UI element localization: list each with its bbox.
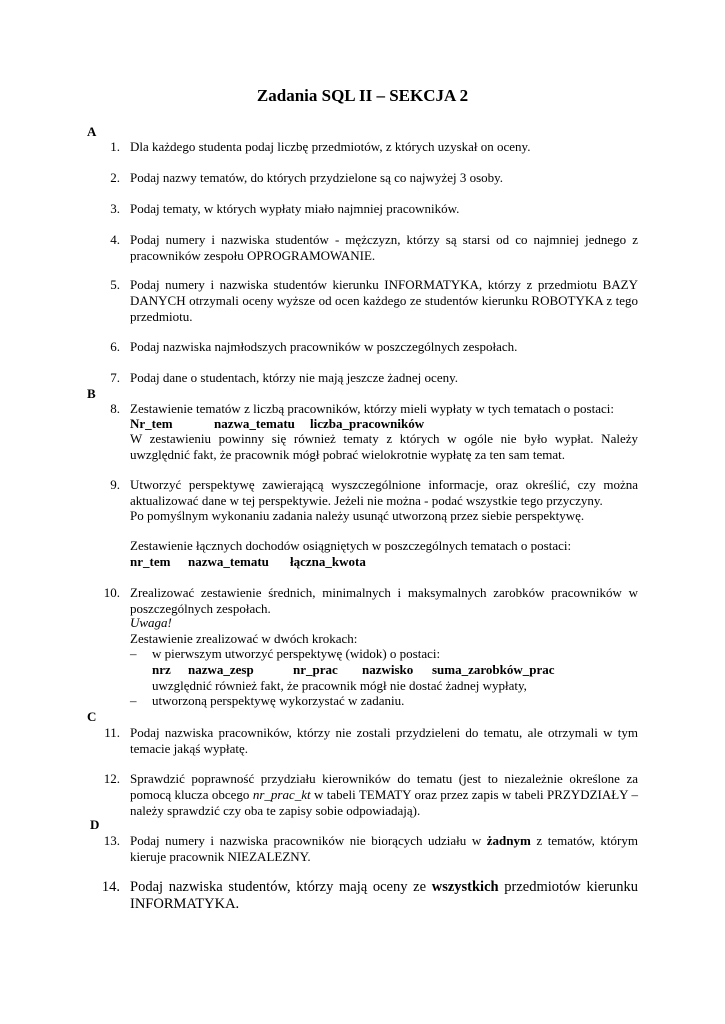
step-1: w pierwszym utworzyć perspektywę (widok) o postaci: bbox=[152, 646, 441, 661]
task-number: 8. bbox=[110, 401, 120, 416]
section-c-label: C bbox=[87, 709, 97, 724]
emphasis: wszystkich bbox=[431, 879, 499, 895]
step-2: utworzoną perspektywę wykorzystać w zadaniu. bbox=[152, 693, 405, 708]
field-name: nazwa_tematu bbox=[188, 554, 269, 569]
task-text-summary: Zestawienie łącznych dochodów osiągniętych w poszczególnych tematach o postaci: bbox=[130, 538, 572, 553]
task-text: Podaj numery i nazwiska pracowników nie biorących udziału w żadnym z tematów, którym kieruje pracownik NIEZALEZNY. bbox=[130, 833, 638, 864]
task-text-cleanup: Po pomyślnym wykonaniu zadania należy usunąć utworzoną przez siebie perspektywę. bbox=[130, 508, 585, 523]
field-name: łączna_kwota bbox=[290, 554, 366, 569]
task-number: 13. bbox=[103, 833, 120, 848]
step-1-note: uwzględnić również fakt, że pracownik mógł nie dostać żadnej wypłaty, bbox=[152, 678, 527, 693]
field-name: nr_prac bbox=[293, 662, 338, 677]
task-text: Podaj numery i nazwiska studentów - mężczyzn, którzy są starsi od co najmniej jednego z pracowników zespołu OPROGRAMOWANIE. bbox=[130, 232, 638, 263]
field-list bbox=[152, 662, 638, 678]
task-number: 2. bbox=[110, 170, 120, 185]
task-note: W zestawieniu powinny się również tematy z których w ogóle nie było wypłat. Należy uwzględnić fakt, że pracownik mógł pobrać wielokrotnie wypłatę za ten sam temat. bbox=[130, 431, 638, 462]
task-text: Podaj dane o studentach, którzy nie mają jeszcze żadnej oceny. bbox=[130, 370, 458, 385]
task-number: 5. bbox=[110, 277, 120, 292]
task-text: Podaj nazwiska pracowników, którzy nie zostali przydzieleni do tematu, ale otrzymali w tym temacie jakąś wypłatę. bbox=[130, 725, 638, 756]
field-name: nazwisko bbox=[362, 662, 414, 677]
step-dash: – bbox=[130, 693, 137, 708]
task-text: Podaj nazwiska najmłodszych pracowników w poszczególnych zespołach. bbox=[130, 339, 518, 354]
task-text: Podaj nazwy tematów, do których przydzielone są co najwyżej 3 osoby. bbox=[130, 170, 504, 185]
task-text: Podaj numery i nazwiska studentów kierunku INFORMATYKA, którzy z przedmiotu BAZY DANYCH otrzymali oceny wyższe od ocen każdego ze studentów kierunku ROBOTYKA z tego przedmiotu. bbox=[130, 277, 638, 324]
warning-label: Uwaga! bbox=[130, 615, 172, 630]
section-a-label: A bbox=[87, 124, 97, 139]
task-number: 3. bbox=[110, 201, 120, 216]
page-title: Zadania SQL II – SEKCJA 2 bbox=[256, 86, 469, 105]
section-d-label: D bbox=[90, 817, 100, 832]
field-name: suma_zarobków_prac bbox=[432, 662, 555, 677]
task-number: 4. bbox=[110, 232, 120, 247]
steps-intro: Zestawienie zrealizować w dwóch krokach: bbox=[130, 631, 358, 646]
field-name: Nr_tem bbox=[130, 416, 173, 431]
task-text: Utworzyć perspektywę zawierającą wyszczególnione informacje, oraz określić, czy można aktualizować dane w tej perspektywie. Jeżeli nie można - podać wszystkie tego przyczyny. bbox=[130, 477, 638, 508]
section-b-label: B bbox=[87, 386, 96, 401]
field-name: liczba_pracowników bbox=[310, 416, 425, 431]
task-text: Zrealizować zestawienie średnich, minimalnych i maksymalnych zarobków pracowników w poszczególnych zespołach. bbox=[130, 585, 638, 616]
task-number: 1. bbox=[110, 139, 120, 154]
emphasis: żadnym bbox=[486, 833, 531, 848]
task-text: Dla każdego studenta podaj liczbę przedmiotów, z których uzyskał on oceny. bbox=[130, 139, 531, 154]
task-text: Zestawienie tematów z liczbą pracowników, którzy mieli wypłaty w tych tematach o postaci: bbox=[130, 401, 614, 416]
field-list bbox=[130, 416, 638, 432]
task-number: 7. bbox=[110, 370, 120, 385]
field-name: nazwa_tematu bbox=[214, 416, 295, 431]
field-list bbox=[130, 554, 638, 570]
task-text: Sprawdzić poprawność przydziału kierowników do tematu (jest to niezależnie określone za pomocą klucza obcego nr_prac_kt w tabeli TEMATY oraz przez zapis w tabeli PRZYDZIAŁY – należy sprawdzić czy oba te zapisy sobie odpowiadają). bbox=[130, 771, 638, 818]
task-number: 14. bbox=[101, 879, 120, 895]
task-text: Podaj tematy, w których wypłaty miało najmniej pracowników. bbox=[130, 201, 460, 216]
field-name: nr_tem bbox=[130, 554, 171, 569]
task-number: 10. bbox=[103, 585, 120, 600]
task-number: 12. bbox=[103, 771, 120, 786]
field-name: nrz bbox=[152, 662, 171, 677]
step-dash: – bbox=[130, 646, 137, 661]
task-text: Podaj nazwiska studentów, którzy mają oceny ze wszystkich przedmiotów kierunku INFORMATYKA. bbox=[130, 879, 638, 912]
task-number: 6. bbox=[110, 339, 120, 354]
task-number: 11. bbox=[104, 725, 120, 740]
foreign-key-name: nr_prac_kt bbox=[252, 787, 311, 802]
field-name: nazwa_zesp bbox=[188, 662, 254, 677]
task-number: 9. bbox=[110, 477, 120, 492]
